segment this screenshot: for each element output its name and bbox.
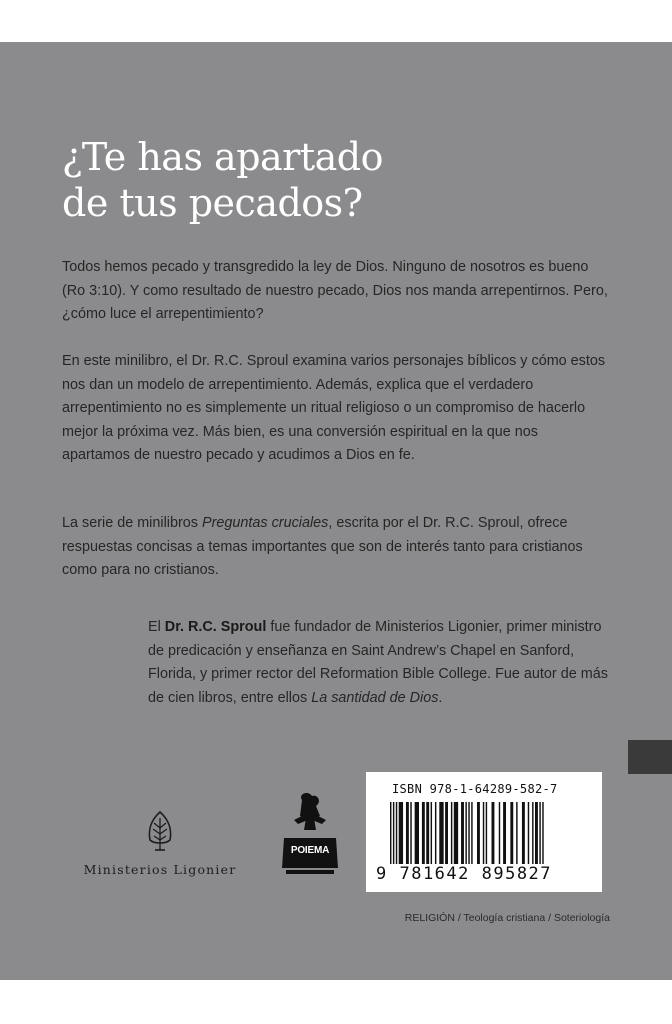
cover-title — [62, 134, 383, 226]
barcode-bar — [465, 802, 466, 864]
barcode-bar — [516, 802, 517, 864]
barcode-bar — [426, 802, 429, 864]
barcode-bar — [510, 802, 513, 864]
barcode-bar — [396, 802, 397, 864]
ligonier-tree-icon — [145, 810, 175, 854]
barcode-bar — [539, 802, 540, 864]
barcode-bar — [410, 802, 411, 864]
barcode-bar — [503, 802, 506, 864]
isbn-label: ISBN 978-1-64289-582-7 — [392, 782, 558, 796]
intro-paragraph: Todos hemos pecado y transgredido la ley de Dios. Ninguno de nosotros es bueno (Ro 3:10). Y como resultado de nuestro pecado, Dios nos manda arrepentirnos. Pero, ¿cómo luce el arrepentimiento? — [62, 259, 608, 322]
barcode-bar — [535, 802, 538, 864]
barcode-bar — [522, 802, 525, 864]
barcode-bar — [528, 802, 529, 864]
barcode-bar — [454, 802, 458, 864]
edge-tab — [628, 740, 672, 774]
author-name: Dr. R.C. Sproul — [164, 619, 267, 635]
barcode-bar — [451, 802, 452, 864]
barcode-bar — [390, 802, 391, 864]
barcode-bar — [461, 802, 464, 864]
poiema-figure-icon — [280, 790, 340, 886]
barcode-bars — [388, 802, 584, 864]
barcode-bar — [439, 802, 443, 864]
title-line-2: de tus pecados? — [62, 181, 363, 225]
barcode-bar — [477, 802, 480, 864]
barcode-box — [366, 772, 602, 892]
barcode-bar — [468, 802, 469, 864]
series-paragraph — [62, 512, 608, 583]
barcode-bar — [415, 802, 419, 864]
ligonier-logo — [60, 810, 260, 877]
barcode-bar — [445, 802, 448, 864]
barcode-bar — [471, 802, 472, 864]
barcode-bar — [435, 802, 436, 864]
barcode-bar — [393, 802, 394, 864]
barcode-bar — [492, 802, 495, 864]
barcode-bar — [532, 802, 533, 864]
barcode-bar — [486, 802, 487, 864]
title-line-1: ¿Te has apartado — [62, 135, 383, 179]
category-label: RELIGIÓN / Teología cristiana / Soteriología — [404, 912, 610, 924]
back-cover — [0, 42, 672, 980]
ean-digits: 9 781642 895827 — [376, 864, 553, 884]
series-title: Preguntas cruciales — [201, 515, 329, 531]
bio-suffix: . — [438, 689, 443, 706]
series-text-before: La serie de minilibros — [62, 515, 202, 531]
poiema-logo — [280, 790, 340, 886]
barcode-bar — [499, 802, 500, 864]
description-paragraph: En este minilibro, el Dr. R.C. Sproul examina varios personajes bíblicos y cómo estos nos dan un modelo de arrepentimiento. Además, explica que el verdadero arrepentimiento no es simplemente un ritual religioso o un compromiso de hacerlo mejor la próxima vez. Más bien, es una conversión espiritual en la que nos apartamos de nuestro pecado y acudimos a Dios en fe. — [62, 353, 606, 463]
barcode-bar — [422, 802, 425, 864]
barcode-bar — [483, 802, 484, 864]
author-bio — [148, 616, 608, 710]
bio-prefix: El — [148, 619, 165, 635]
barcode-bar — [542, 802, 543, 864]
poiema-name: POIEMA — [290, 845, 330, 856]
bio-text: fue fundador de Ministerios Ligonier, primer ministro de predicación y enseñanza en Saint Andrew’s Chapel en Sanford, Florida, y primer rector del Reformation Bible College. Fue autor de más de cien libros, entre ellos — [148, 619, 608, 706]
barcode-bar — [406, 802, 409, 864]
ligonier-name: Ministerios Ligonier — [83, 862, 237, 877]
book-title: La santidad de Dios — [311, 689, 439, 706]
barcode-bar — [399, 802, 403, 864]
barcode-bar — [431, 802, 432, 864]
series-text-after: , escrita por el Dr. R.C. Sproul, ofrece respuestas concisas a temas importantes que son de interés tanto para cristianos como para no cristianos. — [62, 515, 583, 578]
